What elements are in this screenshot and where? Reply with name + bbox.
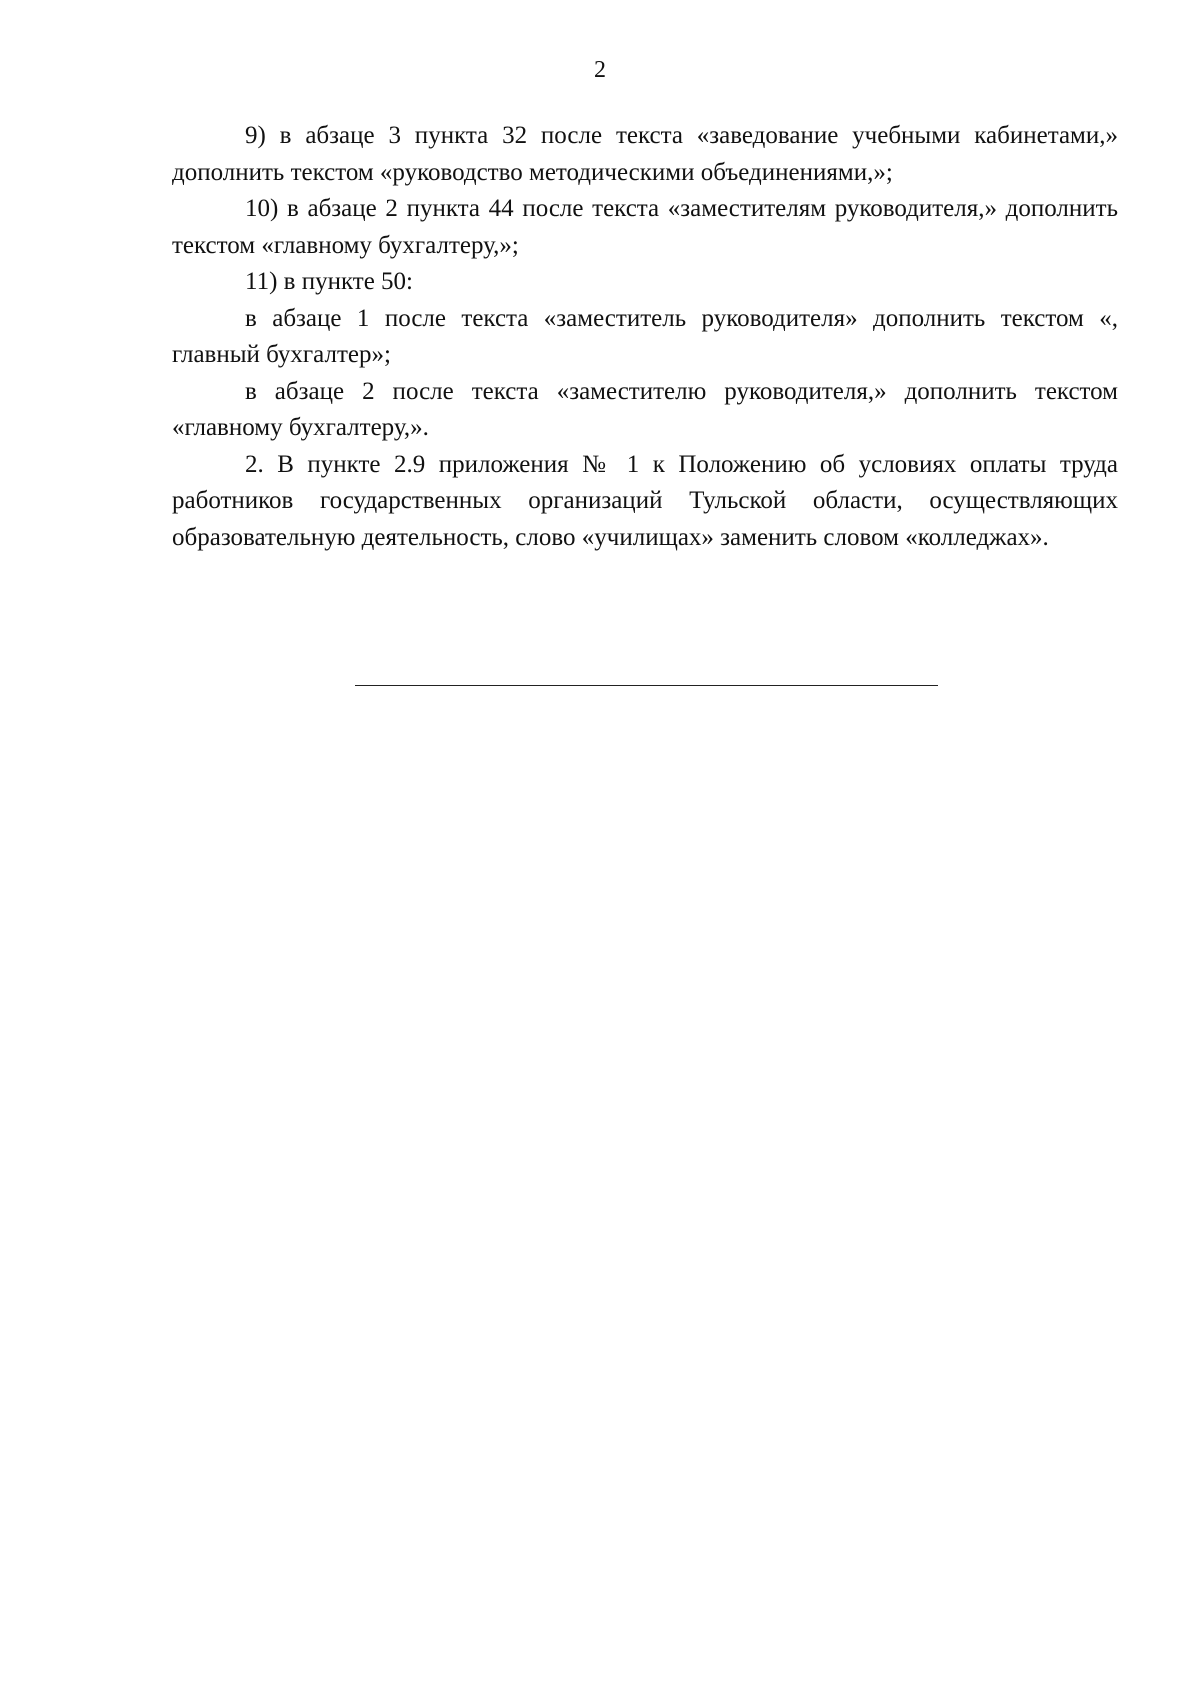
page-number: 2 xyxy=(594,57,606,83)
paragraph-item-11-abzac-1: в абзаце 1 после текста «заместитель руководителя» дополнить текстом «, главный бухгалтер»; xyxy=(172,304,1118,368)
paragraph-item-10: 10) в абзаце 2 пункта 44 после текста «заместителям руководителя,» дополнить текстом «главному бухгалтеру,»; xyxy=(172,195,1118,259)
closing-rule-divider xyxy=(355,685,938,686)
paragraph-item-11: 11) в пункте 50: xyxy=(245,268,413,295)
document-body xyxy=(172,118,1118,556)
paragraph-item-9: 9) в абзаце 3 пункта 32 после текста «заведование учебными кабинетами,» дополнить текстом «руководство методическими объединениями,»; xyxy=(172,122,1118,186)
paragraph-item-11-abzac-2: в абзаце 2 после текста «заместителю руководителя,» дополнить текстом «главному бухгалтеру,». xyxy=(172,377,1118,441)
paragraph-point-2: 2. В пункте 2.9 приложения № 1 к Положению об условиях оплаты труда работников государственных организаций Тульской области, осуществляющих образовательную деятельность, слово «училищах» заменить словом «колледжах». xyxy=(172,450,1118,551)
